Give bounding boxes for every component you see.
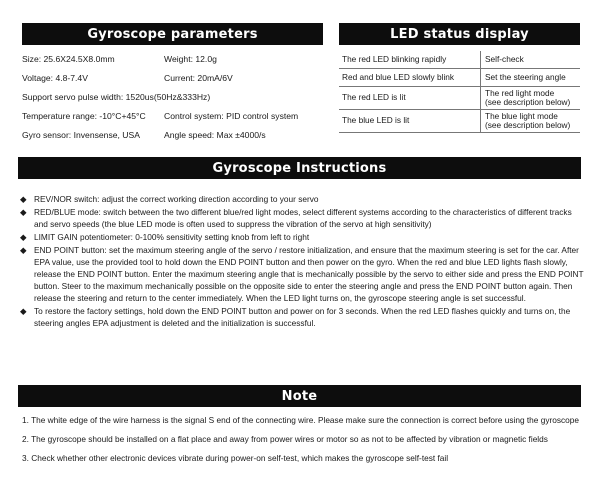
instruction-item bbox=[20, 305, 586, 329]
param-row bbox=[22, 90, 323, 104]
diamond-bullet-icon: ◆ bbox=[20, 245, 27, 255]
led-meaning-line: The red light mode bbox=[485, 87, 555, 98]
param-temperature: Temperature range: -10°C+45°C bbox=[22, 111, 146, 121]
param-weight: Weight: 12.0g bbox=[164, 54, 217, 64]
led-row bbox=[339, 110, 580, 133]
led-meaning-line: (see description below) bbox=[485, 120, 571, 130]
note-item: 1. The white edge of the wire harness is the signal S end of the connecting wire. Please make sure the connection is correct before using the gyroscope bbox=[22, 415, 579, 425]
instruction-item bbox=[20, 193, 586, 205]
instruction-item bbox=[20, 206, 586, 230]
param-current: Current: 20mA/6V bbox=[164, 73, 233, 83]
param-control-system: Control system: PID control system bbox=[164, 111, 299, 121]
param-row bbox=[22, 71, 323, 85]
gyro-instructions-list bbox=[20, 193, 586, 330]
led-status-cell: Red and blue LED slowly blink bbox=[339, 69, 481, 87]
param-voltage: Voltage: 4.8-7.4V bbox=[22, 73, 88, 83]
instruction-item bbox=[20, 231, 586, 243]
led-status-cell: The red LED blinking rapidly bbox=[339, 51, 481, 69]
led-status-table bbox=[339, 51, 580, 133]
instruction-text: REV/NOR switch: adjust the correct working direction according to your servo bbox=[34, 194, 319, 204]
param-row bbox=[22, 52, 323, 66]
param-size: Size: 25.6X24.5X8.0mm bbox=[22, 54, 115, 64]
diamond-bullet-icon: ◆ bbox=[20, 207, 27, 217]
note-item: 2. The gyroscope should be installed on a flat place and away from power wires or motor so as not to be affected by vibration or magnetic fields bbox=[22, 434, 548, 444]
instruction-text: RED/BLUE mode: switch between the two different blue/red light modes, select different systems according to the characteristics of different tracks and servo speeds (the blue LED mode is often used to suppress the vibration of the servo at high sensitivity) bbox=[34, 207, 572, 229]
param-row bbox=[22, 109, 323, 123]
instruction-text: To restore the factory settings, hold down the END POINT button and power on for 3 seconds. When the red LED flashes quickly and turns on, the steering angles EPA adjustment is deleted and the initialization is successful. bbox=[34, 306, 571, 328]
led-row bbox=[339, 51, 580, 69]
led-meaning-line: The blue light mode bbox=[485, 110, 558, 121]
diamond-bullet-icon: ◆ bbox=[20, 232, 27, 242]
led-meaning-cell bbox=[481, 110, 581, 133]
led-meaning-cell bbox=[481, 87, 581, 110]
diamond-bullet-icon: ◆ bbox=[20, 306, 27, 316]
instruction-text: END POINT button: set the maximum steering angle of the servo / restore initialization, and ensure that the maximum steering is set for the car. After EPA value, use the provided tool to hold down the END POINT button and then power on the gyro. When the red and blue LED lights flash slowly, release the END POINT button. Enter the maximum steering angle that is mechanically possible by the servo to either side and press the END POINT button. Steer to the maximum mechanically possible on the opposite side to enter the steering angle and press the END POINT button again. Then release the steering and return to the center immediately. When the LED light turns on, the gyroscope steering angle is set successful. bbox=[34, 245, 584, 303]
param-gyro-sensor: Gyro sensor: Invensense, USA bbox=[22, 130, 140, 140]
instruction-item bbox=[20, 244, 586, 304]
gyro-instructions-header: Gyroscope Instructions bbox=[18, 157, 581, 179]
led-row bbox=[339, 69, 580, 87]
led-status-cell: The red LED is lit bbox=[339, 87, 481, 110]
note-header: Note bbox=[18, 385, 581, 407]
param-row bbox=[22, 128, 323, 142]
led-status-header: LED status display bbox=[339, 23, 580, 45]
param-pulse-width: Support servo pulse width: 1520us(50Hz&333Hz) bbox=[22, 92, 211, 102]
led-meaning-cell: Self-check bbox=[481, 51, 581, 69]
led-meaning-line: (see description below) bbox=[485, 97, 571, 107]
gyro-parameters-header: Gyroscope parameters bbox=[22, 23, 323, 45]
instruction-text: LIMIT GAIN potentiometer: 0-100% sensitivity setting knob from left to right bbox=[34, 232, 310, 242]
diamond-bullet-icon: ◆ bbox=[20, 194, 27, 204]
param-angle-speed: Angle speed: Max ±4000/s bbox=[164, 130, 266, 140]
led-status-cell: The blue LED is lit bbox=[339, 110, 481, 133]
led-meaning-cell: Set the steering angle bbox=[481, 69, 581, 87]
led-row bbox=[339, 87, 580, 110]
note-item: 3. Check whether other electronic devices vibrate during power-on self-test, which makes the gyroscope self-test fail bbox=[22, 453, 449, 463]
